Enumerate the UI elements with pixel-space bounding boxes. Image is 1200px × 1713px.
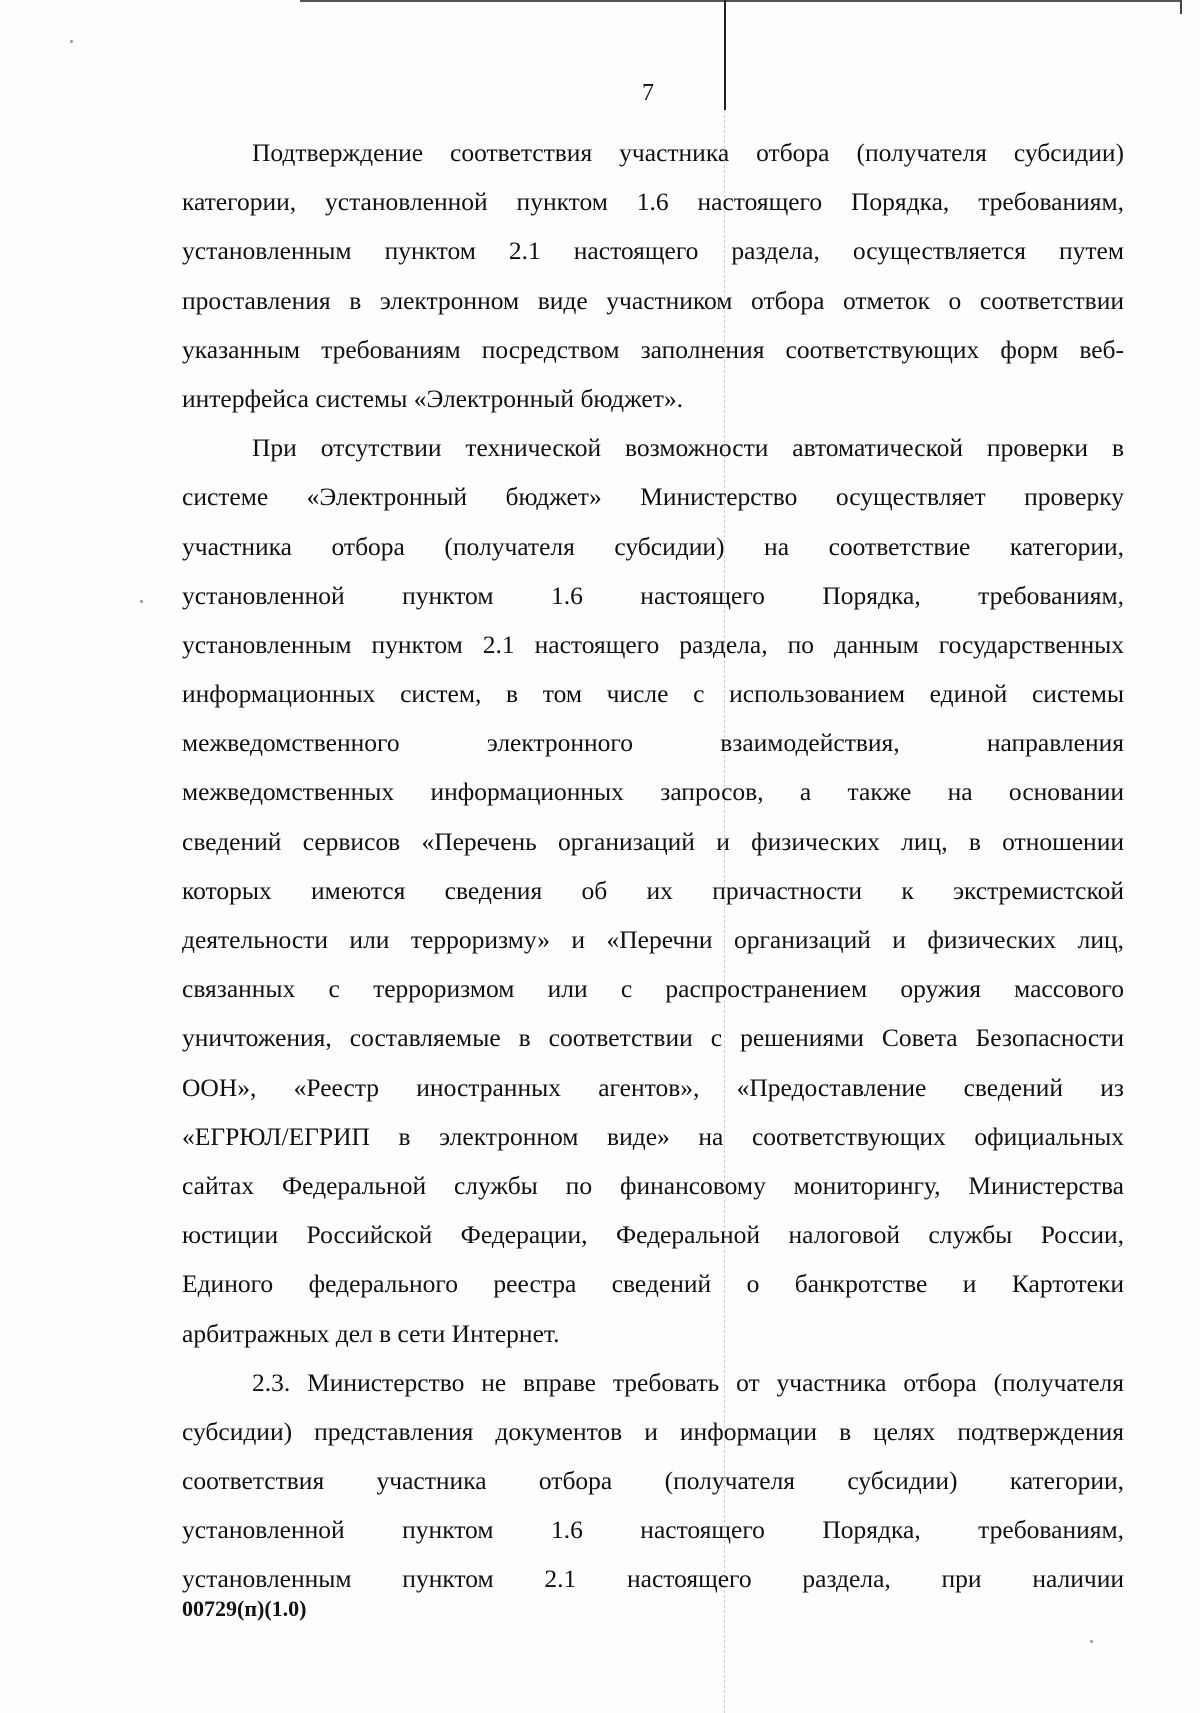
text-line: проставления в электронном виде участником отбора отметок о соответствии (182, 285, 1124, 315)
text-line: интерфейса системы «Электронный бюджет». (182, 383, 684, 413)
text-line: субсидии) представления документов и информации в целях подтверждения (182, 1416, 1124, 1446)
text-line: информационных систем, в том числе с использованием единой системы (182, 679, 1124, 709)
text-line: системе «Электронный бюджет» Министерство осуществляет проверку (182, 482, 1124, 512)
text-line: установленным пунктом 2.1 настоящего раздела, при наличии (182, 1564, 1124, 1594)
page-number: 7 (642, 80, 654, 106)
scan-corner-mark (1180, 0, 1182, 14)
text-line: связанных с терроризмом или с распространением оружия массового (182, 974, 1124, 1004)
text-line: Единого федерального реестра сведений о банкротстве и Картотеки (182, 1269, 1124, 1299)
text-line: указанным требованиям посредством заполнения соответствующих форм веб- (182, 334, 1124, 364)
text-line: установленной пунктом 1.6 настоящего Порядка, требованиям, (182, 580, 1124, 610)
text-line: уничтожения, составляемые в соответствии с решениями Совета Безопасности (182, 1023, 1124, 1053)
text-line: сайтах Федеральной службы по финансовому мониторингу, Министерства (182, 1170, 1124, 1200)
text-line: сведений сервисов «Перечень организаций и физических лиц, в отношении (182, 826, 1124, 856)
text-line: Подтверждение соответствия участника отбора (получателя субсидии) (252, 138, 1124, 167)
text-line: ООН», «Реестр иностранных агентов», «Предоставление сведений из (182, 1072, 1124, 1102)
text-line: соответствия участника отбора (получателя субсидии) категории, (182, 1466, 1124, 1496)
text-line: арбитражных дел в сети Интернет. (182, 1318, 560, 1348)
text-line: деятельности или терроризму» и «Перечни организаций и физических лиц, (182, 925, 1124, 954)
text-line: установленной пунктом 1.6 настоящего Порядка, требованиям, (182, 1515, 1124, 1545)
text-line: «ЕГРЮЛ/ЕГРИП в электронном виде» на соответствующих официальных (182, 1121, 1124, 1151)
text-line: межведомственного электронного взаимодействия, направления (182, 728, 1124, 758)
text-line: межведомственных информационных запросов, а также на основании (182, 777, 1124, 807)
text-line: При отсутствии технической возможности автоматической проверки в (252, 433, 1124, 463)
text-line: категории, установленной пунктом 1.6 настоящего Порядка, требованиям, (182, 187, 1124, 217)
document-code: 00729(п)(1.0) (182, 1596, 307, 1621)
scan-speck (70, 40, 73, 43)
text-line: юстиции Российской Федерации, Федеральной налоговой службы России, (182, 1220, 1124, 1250)
scan-speck (1090, 1640, 1093, 1643)
scan-speck (140, 600, 143, 603)
text-line: установленным пунктом 2.1 настоящего раздела, осуществляется путем (182, 236, 1124, 266)
text-line: которых имеются сведения об их причастности к экстремистской (182, 875, 1124, 905)
text-line: 2.3. Министерство не вправе требовать от участника отбора (получателя (252, 1367, 1124, 1397)
document-body (182, 128, 1124, 1604)
text-line: участника отбора (получателя субсидии) на соответствие категории, (182, 531, 1124, 561)
scan-top-rule (300, 0, 1180, 2)
text-line: установленным пунктом 2.1 настоящего раздела, по данным государственных (182, 629, 1124, 659)
